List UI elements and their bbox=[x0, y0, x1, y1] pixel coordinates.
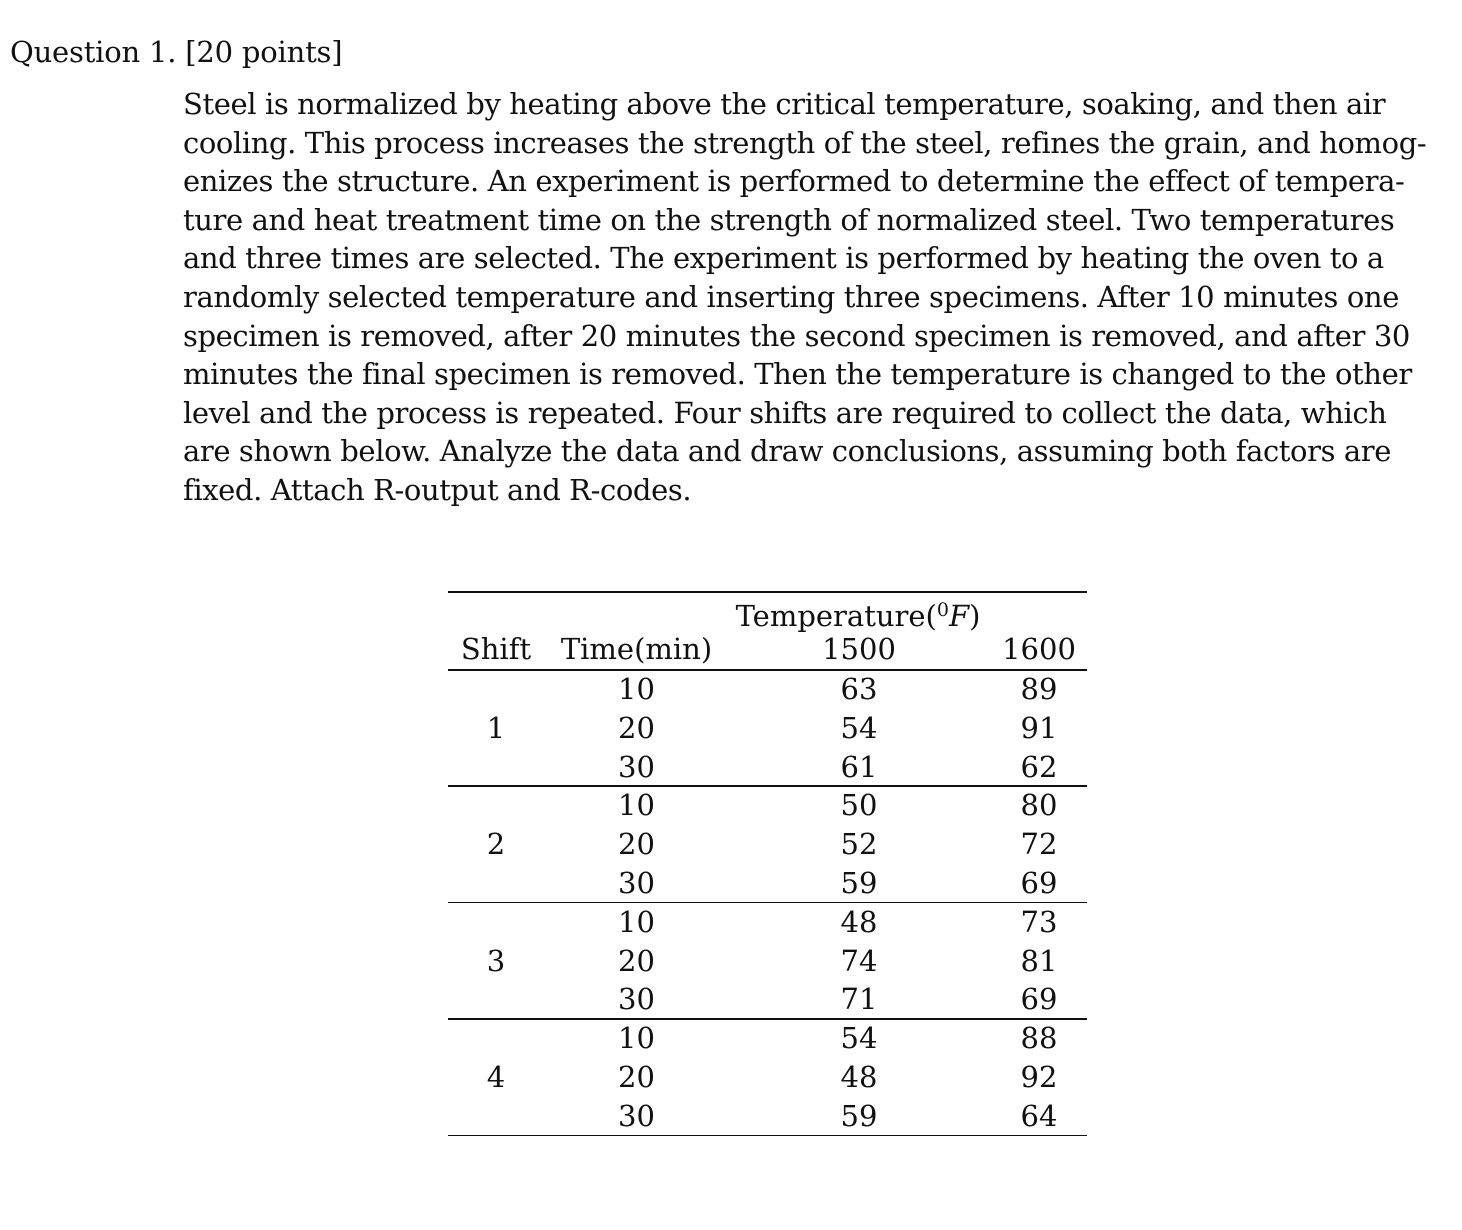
shift-cell: 2 bbox=[486, 827, 506, 862]
body-line: Steel is normalized by heating above the critical temperature, soaking, and then air bbox=[183, 87, 1386, 121]
temperature-label-close: ) bbox=[969, 599, 981, 633]
value-1600-cell: 72 bbox=[1020, 827, 1058, 862]
body-line: enizes the structure. An experiment is performed to determine the effect of tempera- bbox=[183, 164, 1405, 199]
value-1500-cell: 50 bbox=[840, 788, 878, 823]
body-line: are shown below. Analyze the data and draw conclusions, assuming both factors are bbox=[183, 434, 1391, 469]
time-cell: 30 bbox=[618, 866, 655, 900]
value-1500-cell: 63 bbox=[840, 672, 878, 706]
time-cell: 20 bbox=[618, 943, 655, 978]
column-header-time: Time(min) bbox=[560, 632, 713, 666]
time-cell: 10 bbox=[618, 904, 655, 939]
value-1600-cell: 80 bbox=[1020, 788, 1058, 823]
table-bottom-rule bbox=[448, 1135, 1087, 1137]
time-cell: 10 bbox=[618, 788, 655, 823]
value-1600-cell: 91 bbox=[1020, 710, 1058, 745]
temperature-span-header bbox=[718, 591, 998, 633]
value-1600-cell: 62 bbox=[1020, 749, 1058, 784]
value-1600-cell: 89 bbox=[1020, 672, 1058, 706]
column-header-shift: Shift bbox=[460, 632, 532, 666]
value-1500-cell: 54 bbox=[840, 1021, 878, 1056]
value-1600-cell: 69 bbox=[1020, 866, 1058, 900]
time-cell: 30 bbox=[618, 749, 655, 784]
value-1600-cell: 73 bbox=[1020, 904, 1058, 939]
shift-cell: 3 bbox=[486, 943, 506, 978]
value-1600-cell: 92 bbox=[1020, 1060, 1058, 1094]
value-1500-cell: 74 bbox=[840, 943, 878, 978]
time-cell: 30 bbox=[618, 982, 655, 1017]
time-cell: 20 bbox=[618, 710, 655, 745]
value-1500-cell: 59 bbox=[840, 1098, 878, 1133]
value-1600-cell: 69 bbox=[1020, 982, 1058, 1017]
value-1500-cell: 61 bbox=[840, 749, 878, 784]
question-heading: Question 1. [20 points] bbox=[10, 35, 343, 69]
value-1500-cell: 48 bbox=[840, 904, 878, 939]
value-1600-cell: 64 bbox=[1020, 1098, 1058, 1133]
value-1500-cell: 59 bbox=[840, 866, 878, 900]
degree-superscript: 0 bbox=[936, 599, 949, 621]
column-header-1500: 1500 bbox=[822, 632, 896, 666]
temperature-unit: F bbox=[948, 599, 970, 633]
column-header-1600: 1600 bbox=[1002, 632, 1076, 666]
body-line: cooling. This process increases the strength of the steel, refines the grain, and homog- bbox=[183, 125, 1427, 160]
time-cell: 10 bbox=[618, 672, 655, 706]
body-line: ture and heat treatment time on the strength of normalized steel. Two temperatures bbox=[183, 202, 1395, 237]
value-1600-cell: 81 bbox=[1020, 943, 1058, 978]
body-line: and three times are selected. The experiment is performed by heating the oven to a bbox=[183, 241, 1384, 276]
value-1500-cell: 71 bbox=[840, 982, 878, 1017]
body-line: minutes the final specimen is removed. Then the temperature is changed to the other bbox=[183, 357, 1412, 392]
temperature-label: Temperature( bbox=[735, 599, 937, 633]
value-1600-cell: 88 bbox=[1020, 1021, 1058, 1056]
body-line: randomly selected temperature and inserting three specimens. After 10 minutes one bbox=[183, 279, 1399, 314]
time-cell: 20 bbox=[618, 1060, 655, 1094]
time-cell: 20 bbox=[618, 827, 655, 862]
value-1500-cell: 54 bbox=[840, 710, 878, 745]
value-1500-cell: 48 bbox=[840, 1060, 878, 1094]
time-cell: 10 bbox=[618, 1021, 655, 1056]
value-1500-cell: 52 bbox=[840, 827, 878, 862]
shift-cell: 4 bbox=[486, 1060, 506, 1094]
time-cell: 30 bbox=[618, 1098, 655, 1133]
body-line: level and the process is repeated. Four shifts are required to collect the data, which bbox=[183, 395, 1387, 430]
body-line: fixed. Attach R-output and R-codes. bbox=[183, 472, 692, 507]
question-body bbox=[183, 85, 1427, 510]
shift-cell: 1 bbox=[486, 710, 506, 745]
body-line: specimen is removed, after 20 minutes the second specimen is removed, and after 30 bbox=[183, 318, 1410, 353]
